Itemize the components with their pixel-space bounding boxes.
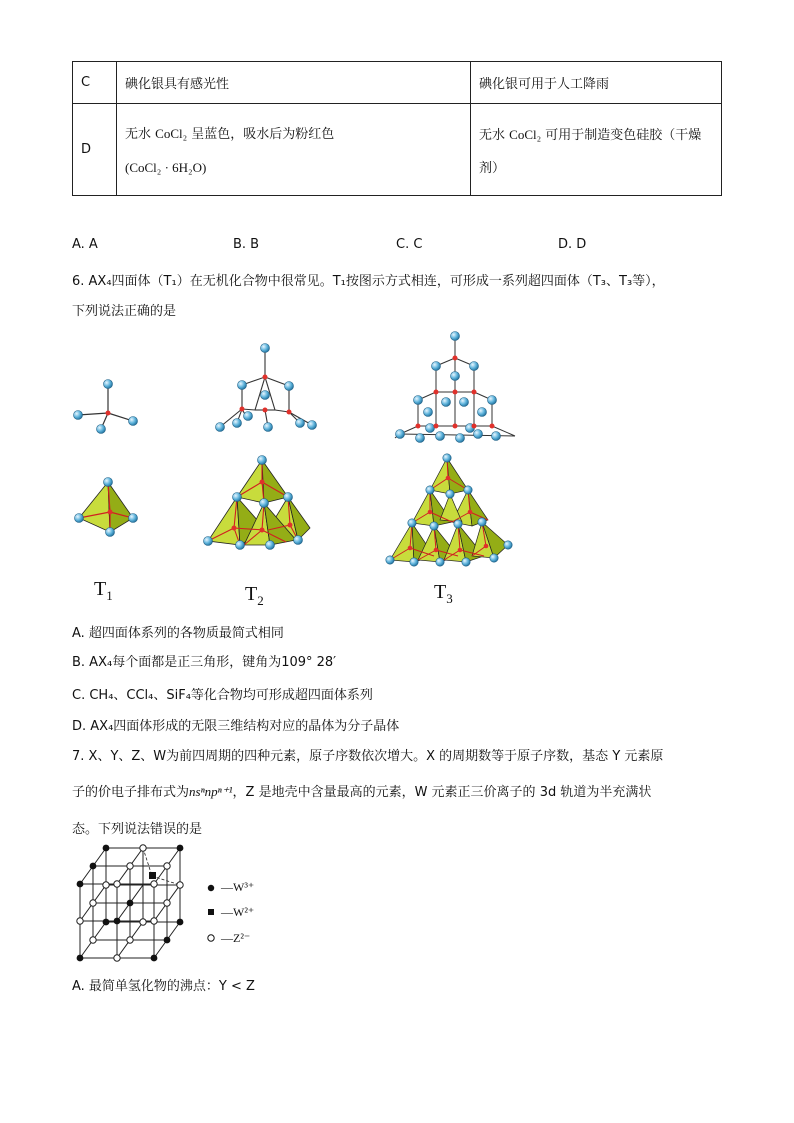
label-t2: $T_2$ xyxy=(245,583,264,608)
q6-stem-line2: 下列说法正确的是 xyxy=(72,304,177,319)
use-text: 剂） xyxy=(479,160,506,176)
q7-stem-line2: 子的价电子排布式为nsⁿnpⁿ⁺¹，Z 是地壳中含量最高的元素，W 元素正三价离子的 3d 轨道为半充满状 xyxy=(72,784,652,800)
z-ion xyxy=(90,900,96,906)
label-t1: $T_1$ xyxy=(94,578,113,603)
legend-w2-label: —W²⁺ xyxy=(221,905,255,919)
q6-option-d: D. AX₄四面体形成的无限三维结构对应的晶体为分子晶体 xyxy=(72,719,400,734)
q5-option-c: C. C xyxy=(396,237,423,252)
z-ion xyxy=(140,845,146,851)
legend-z-marker xyxy=(208,935,214,941)
cocl2-formula: CoCl₂ xyxy=(155,126,188,141)
q5-option-b: B. B xyxy=(233,237,260,252)
row-letter: D xyxy=(73,104,117,196)
z-ion xyxy=(177,882,183,888)
w2-ion xyxy=(149,872,156,879)
q5-option-a: A. A xyxy=(72,237,98,252)
w3-ion xyxy=(177,845,184,852)
legend-w3-label: —W³⁺ xyxy=(221,880,255,894)
w3-ion xyxy=(90,863,97,870)
z-ion xyxy=(114,955,120,961)
q7-option-a: A. 最简单氢化物的沸点：Y < Z xyxy=(72,979,255,994)
legend-w3-marker xyxy=(208,885,214,891)
q6-stem-line1: 6. AX₄四面体（T₁）在无机化合物中很常见。T₁按图示方式相连，可形成一系列超四面体（T₃、T₃等）， xyxy=(72,274,665,289)
row-letter: C xyxy=(73,62,117,104)
w3-ion xyxy=(103,845,110,852)
z-ion xyxy=(127,863,133,869)
z-ion xyxy=(140,919,146,925)
z-ion xyxy=(77,918,83,924)
q6-option-a: A. 超四面体系列的各物质最简式相同 xyxy=(72,626,284,641)
row-statement: 碘化银具有感光性 xyxy=(117,62,471,104)
statement-text: 呈蓝色，吸水后为粉红色 xyxy=(191,127,335,142)
q7-stem-line3: 态。下列说法错误的是 xyxy=(72,822,203,837)
z-ion xyxy=(164,863,170,869)
w3-ion xyxy=(103,919,110,926)
hydrate-formula: (CoCl₂ · 6H₂O) xyxy=(125,160,207,175)
z-ion xyxy=(103,882,109,888)
q6-option-c: C. CH₄、CCl₄、SiF₄等化合物均可形成超四面体系列 xyxy=(72,688,373,703)
z-ion xyxy=(164,900,170,906)
z-ion xyxy=(114,881,120,887)
q5-option-d: D. D xyxy=(558,237,587,252)
use-text: 无水 xyxy=(479,127,506,143)
w3-ion xyxy=(77,955,84,962)
row-use: 碘化银可用于人工降雨 xyxy=(471,62,722,104)
statement-text: 无水 xyxy=(125,127,152,142)
z-ion xyxy=(90,937,96,943)
w3-ion xyxy=(77,881,84,888)
legend-z-label: —Z²⁻ xyxy=(221,931,251,945)
w3-ion xyxy=(151,955,158,962)
cocl2-formula: CoCl₂ xyxy=(509,126,542,142)
electron-config-formula: nsⁿnpⁿ⁺¹ xyxy=(189,784,233,799)
q6-option-b: B. AX₄每个面都是正三角形，键角为109° 28′ xyxy=(72,655,337,670)
label-t3: $T_3$ xyxy=(434,581,453,606)
w3-ion xyxy=(164,937,171,944)
z-ion xyxy=(151,918,157,924)
z-ion xyxy=(127,937,133,943)
q7-stem-line1: 7. X、Y、Z、W为前四周期的四种元素，原子序数依次增大。X 的周期数等于原子序数，基态 Y 元素原 xyxy=(72,749,664,764)
w3-ion xyxy=(114,918,121,925)
use-text: 可用于制造变色硅胶（干燥 xyxy=(545,127,702,143)
w3-ion xyxy=(177,919,184,926)
legend-w2-marker xyxy=(208,909,214,915)
z-ion xyxy=(151,881,157,887)
w3-ion xyxy=(127,900,134,907)
